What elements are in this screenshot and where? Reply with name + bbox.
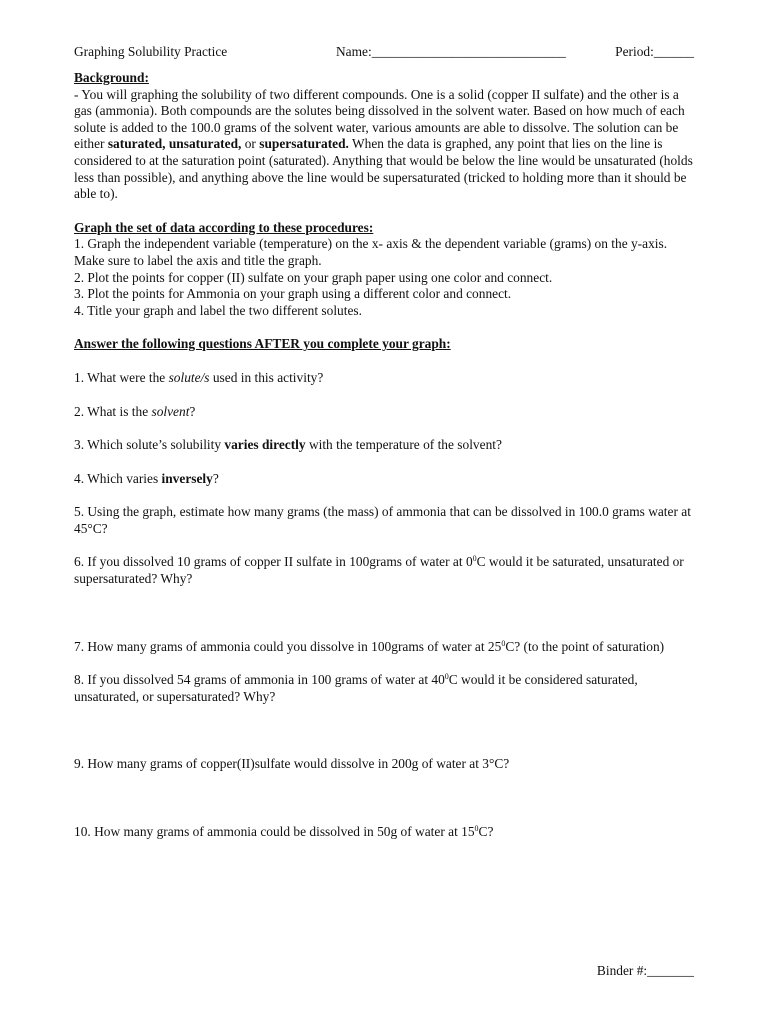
question-3 (74, 437, 694, 454)
q6-sup: 0 (472, 554, 477, 564)
question-4 (74, 471, 694, 488)
q3-text: 3. Which solute’s solubility (74, 437, 225, 453)
background-paragraph (74, 87, 694, 203)
q3-bold: varies directly (224, 437, 306, 453)
question-9: 9. How many grams of copper(II)sulfate would dissolve in 200g of water at 3°C? (74, 756, 510, 772)
questions-section (74, 336, 694, 840)
q8-sup: 0 (444, 672, 449, 682)
q8-text-end: C would it be considered saturated, unsaturated, or supersaturated? Why? (74, 672, 638, 704)
questions-heading: Answer the following questions AFTER you complete your graph: (74, 336, 451, 352)
q1-text-end: used in this activity? (209, 369, 324, 385)
procedure-step: 3. Plot the points for Ammonia on your graph using a different color and connect. (74, 286, 512, 302)
q1-italic: solute/s (168, 369, 210, 385)
question-8 (74, 672, 694, 705)
q2-italic: solvent (151, 403, 190, 419)
q2-text: 2. What is the (74, 403, 152, 419)
procedure-step: 1. Graph the independent variable (temperature) on the x- axis & the dependent variable (grams) on the y-axis. Make sure to label the axis and title the graph. (74, 236, 668, 268)
q10-text: 10. How many grams of ammonia could be dissolved in 50g of water at 15 (74, 824, 475, 840)
question-6 (74, 554, 694, 587)
background-section (74, 70, 694, 203)
q4-text: 4. Which varies (74, 470, 162, 486)
q10-sup: 0 (474, 824, 479, 834)
q7-text: 7. How many grams of ammonia could you dissolve in 100grams of water at 25 (74, 638, 502, 654)
worksheet-page (74, 44, 694, 841)
q2-text-end: ? (189, 403, 196, 419)
background-heading: Background: (74, 70, 149, 85)
question-2 (74, 404, 694, 421)
background-bold-1: saturated, unsaturated, (107, 136, 242, 152)
procedure-step: 2. Plot the points for copper (II) sulfate on your graph paper using one color and connect. (74, 269, 553, 285)
procedure-step: 4. Title your graph and label the two different solutes. (74, 302, 362, 318)
background-text-mid: or (241, 136, 260, 152)
q7-sup: 0 (501, 638, 506, 648)
background-text-2: When the data is graphed, any point that lies on the line is considered to at the saturation point (saturated). Anything that would be below the line would be unsaturated (holds less than possible), and anything above the line would be supersaturated (tricked to holding more than it should be able to). (74, 136, 693, 202)
q4-bold: inversely (161, 470, 213, 486)
q4-text-end: ? (212, 470, 219, 486)
question-5: 5. Using the graph, estimate how many grams (the mass) of ammonia that can be dissolved in 100.0 grams water at 45°C? (74, 504, 691, 536)
procedures-section (74, 220, 694, 320)
q8-text: 8. If you dissolved 54 grams of ammonia in 100 grams of water at 40 (74, 672, 445, 688)
period-field: Period:______ (615, 44, 694, 59)
question-1 (74, 370, 694, 387)
question-10 (74, 824, 694, 841)
background-text-1: - You will graphing the solubility of two different compounds. One is a solid (copper II sulfate) and the other is a gas (ammonia). Both compounds are the solutes being dissolved in the solvent water. Based on how much of each solute is added to the 100.0 grams of the solvent water, various amounts are able to dissolve. The solution can be either (74, 86, 685, 152)
binder-number-field: Binder #:_______ (596, 963, 694, 978)
q7-text-end: C? (to the point of saturation) (505, 638, 665, 654)
question-7 (74, 639, 694, 656)
q6-text: 6. If you dissolved 10 grams of copper II sulfate in 100grams of water at 0 (74, 554, 473, 570)
name-field: Name:_____________________________ (336, 44, 566, 59)
worksheet-header (74, 44, 694, 62)
worksheet-title: Graphing Solubility Practice (74, 44, 228, 59)
q1-text: 1. What were the (74, 369, 169, 385)
q3-text-end: with the temperature of the solvent? (305, 437, 502, 453)
background-bold-2: supersaturated. (259, 136, 349, 152)
q6-text-end: C would it be saturated, unsaturated or supersaturated? Why? (74, 554, 684, 587)
q10-text-end: C? (478, 824, 494, 840)
procedures-heading: Graph the set of data according to these procedures: (74, 219, 374, 235)
